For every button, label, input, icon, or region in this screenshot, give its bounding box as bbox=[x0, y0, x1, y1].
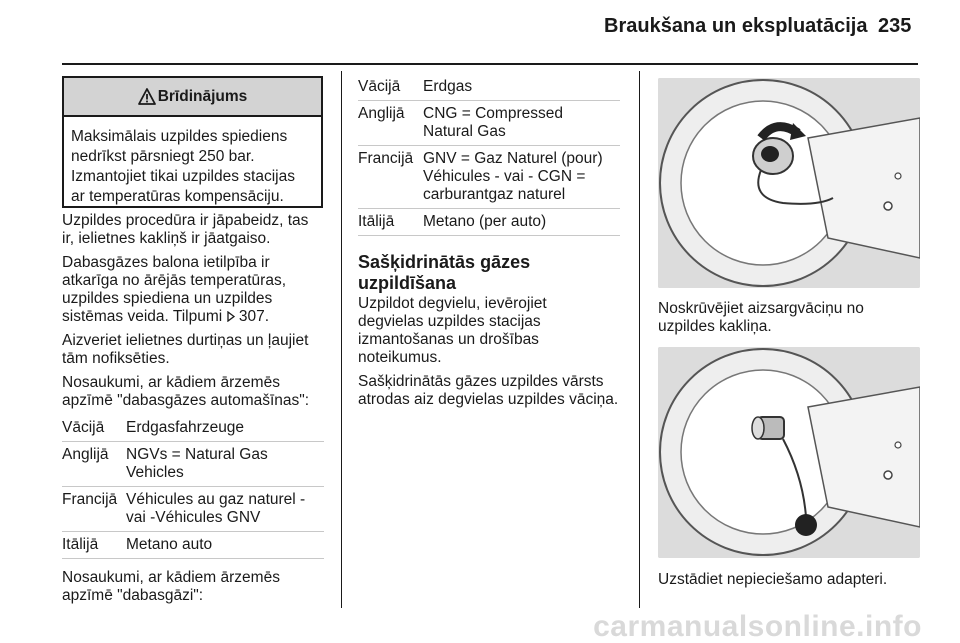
paragraph-gas-names: Nosaukumi, ar kādiem ārzemēs apzīmē "dabasgāzi": bbox=[62, 569, 280, 604]
header-rule bbox=[62, 63, 918, 65]
warning-title: Brīdinājums bbox=[157, 87, 248, 105]
table-lang: Anglijā bbox=[62, 446, 109, 463]
paragraph-safety: Uzpildot degvielu, ievērojiet degvielas uzpildes stacijas izmantošanas un drošības noteikumus. bbox=[358, 295, 547, 366]
warning-text: Maksimālais uzpildes spiediens nedrīkst pārsniegt 250 bar. Izmantojiet tikai uzpildes stacijas ar temperatūras kompensāciju. bbox=[71, 128, 295, 205]
table-value: Metano (per auto) bbox=[423, 213, 547, 230]
capacity-text: Dabasgāzes balona ietilpība ir atkarīga no ārējās temperatūras, uzpildes spiediena un uzpildes sistēmas veida. Tilpumi bbox=[62, 254, 287, 325]
table-value: GNV = Gaz Naturel (pour) Véhicules - vai - CGN = carburantgaz naturel bbox=[423, 150, 603, 203]
capacity-page-ref[interactable]: 307. bbox=[238, 308, 270, 325]
warning-box bbox=[62, 76, 323, 208]
paragraph-capacity bbox=[62, 254, 324, 326]
table-value: Erdgas bbox=[423, 78, 473, 95]
table-separator bbox=[62, 486, 324, 487]
page-reference-icon bbox=[227, 311, 235, 322]
table-value: Erdgasfahrzeuge bbox=[126, 419, 245, 436]
table-lang: Vācijā bbox=[358, 78, 401, 95]
table-lang: Francijā bbox=[358, 150, 414, 167]
page-number: 235 bbox=[878, 15, 912, 37]
figure-caption-2: Uzstādiet nepieciešamo adapteri. bbox=[658, 571, 888, 588]
paragraph-valve-location: Sašķidrinātās gāzes uzpildes vārsts atrodas aiz degvielas uzpildes vāciņa. bbox=[358, 373, 619, 408]
figure-unscrew-cap bbox=[658, 78, 920, 288]
table-separator bbox=[62, 531, 324, 532]
warning-triangle-icon bbox=[138, 88, 156, 105]
table-value: CNG = Compressed Natural Gas bbox=[423, 105, 563, 140]
table-lang: Itālijā bbox=[358, 213, 395, 230]
table-lang: Vācijā bbox=[62, 419, 105, 436]
warning-header bbox=[64, 78, 321, 117]
paragraph-vehicle-names: Nosaukumi, ar kādiem ārzemēs apzīmē "dabasgāzes automašīnas": bbox=[62, 374, 310, 409]
section-heading: Sašķidrinātās gāzes uzpildīšana bbox=[358, 252, 531, 293]
table-separator bbox=[358, 145, 620, 146]
watermark: carmanualsonline.info bbox=[593, 610, 922, 643]
page-header-title: Braukšana un ekspluatācija bbox=[604, 15, 868, 37]
figure-install-adapter bbox=[658, 347, 920, 558]
column-1 bbox=[62, 212, 324, 611]
table-separator bbox=[358, 235, 620, 236]
table-separator bbox=[358, 208, 620, 209]
column-divider-2 bbox=[639, 71, 640, 608]
gas-names-table bbox=[358, 78, 620, 240]
column-2 bbox=[358, 78, 620, 415]
table-value: Metano auto bbox=[126, 536, 213, 553]
table-separator bbox=[358, 100, 620, 101]
table-separator bbox=[62, 558, 324, 559]
paragraph-venting: Uzpildes procedūra ir jāpabeidz, tas ir, ielietnes kakliņš ir jāatgaiso. bbox=[62, 212, 309, 247]
table-value: Véhicules au gaz naturel - vai -Véhicules GNV bbox=[126, 491, 306, 526]
paragraph-close-door: Aizveriet ielietnes durtiņas un ļaujiet tām nofiksēties. bbox=[62, 332, 309, 367]
table-separator bbox=[62, 441, 324, 442]
table-lang: Itālijā bbox=[62, 536, 99, 553]
figure-caption-1: Noskrūvējiet aizsargvāciņu no uzpildes kakliņa. bbox=[658, 300, 864, 335]
vehicle-names-table bbox=[62, 419, 324, 563]
table-lang: Anglijā bbox=[358, 105, 405, 122]
column-divider-1 bbox=[341, 71, 342, 608]
table-value: NGVs = Natural Gas Vehicles bbox=[126, 446, 268, 481]
table-lang: Francijā bbox=[62, 491, 118, 508]
